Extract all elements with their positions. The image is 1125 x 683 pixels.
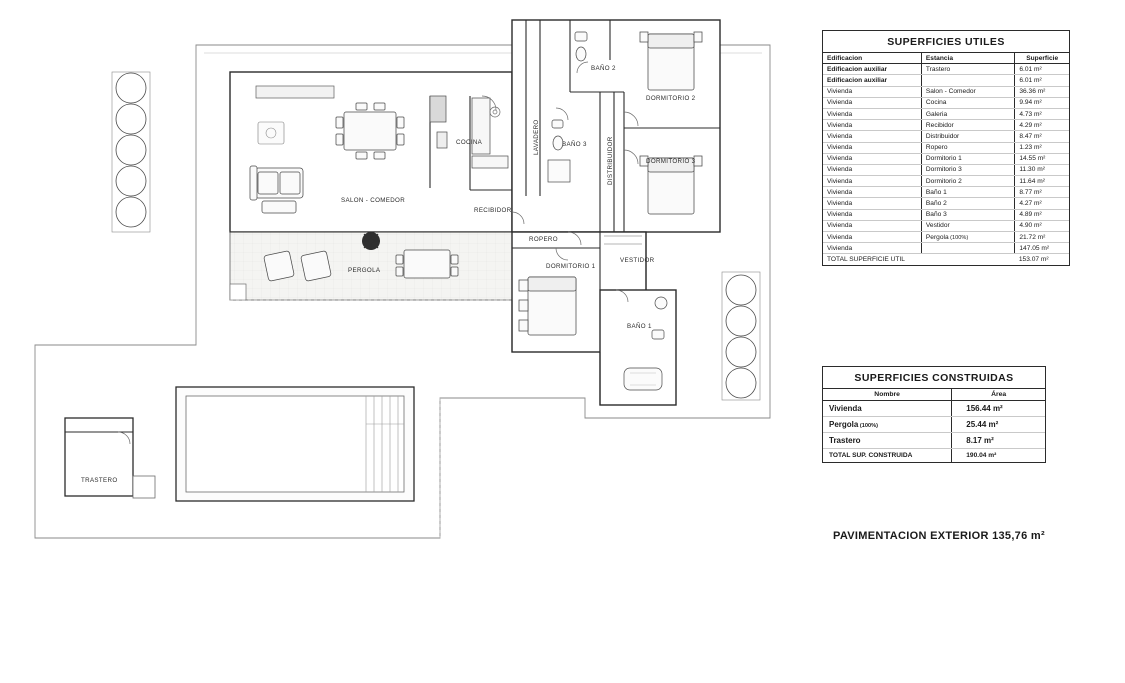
cell-estancia: Dormitorio 1 [921, 153, 1014, 164]
cell-edificacion: Edificacion auxiliar [823, 64, 921, 75]
cell-superficie: 4.90 m² [1015, 220, 1069, 231]
cell-superficie: 11.30 m² [1015, 164, 1069, 175]
cell-edificacion: Vivienda [823, 97, 921, 108]
utiles-total-label: TOTAL SUPERFICIE UTIL [827, 255, 905, 263]
room-label: SALON - COMEDOR [341, 197, 406, 204]
cell-superficie: 6.01 m² [1015, 64, 1069, 75]
construidas-title: SUPERFICIES CONSTRUIDAS [823, 367, 1045, 389]
room-label: BAÑO 3 [562, 141, 587, 148]
table-row [823, 64, 1069, 75]
pavimentacion-exterior-label: PAVIMENTACION EXTERIOR 135,76 m² [833, 530, 1045, 542]
cell-estancia: Ropero [921, 142, 1014, 153]
table-row [823, 153, 1069, 164]
table-row [823, 75, 1069, 86]
cell-superficie: 14.55 m² [1015, 153, 1069, 164]
table-row [823, 108, 1069, 119]
cell-edificacion: Vivienda [823, 108, 921, 119]
cell-area: 156.44 m² [952, 401, 1045, 417]
table-row [823, 176, 1069, 187]
table-row [823, 142, 1069, 153]
room-label: BAÑO 1 [627, 323, 652, 330]
cell-superficie: 6.01 m² [1015, 75, 1069, 86]
cell-estancia: Baño 2 [921, 198, 1014, 209]
room-label: COCINA [456, 139, 483, 146]
table-row [823, 209, 1069, 220]
cell-superficie: 4.89 m² [1015, 209, 1069, 220]
legend-panel [818, 0, 1118, 678]
construidas-total-label: TOTAL SUP. CONSTRUIDA [829, 452, 913, 459]
utiles-header-edificacion: Edificacion [823, 53, 921, 64]
cell-superficie: 8.77 m² [1015, 187, 1069, 198]
cell-edificacion: Vivienda [823, 232, 921, 243]
construidas-grid [823, 389, 1045, 462]
table-row [823, 97, 1069, 108]
cell-estancia: Dormitorio 3 [921, 164, 1014, 175]
utiles-header-row [823, 53, 1069, 64]
cell-estancia: Trastero [921, 64, 1014, 75]
utiles-header-estancia: Estancia [921, 53, 1014, 64]
room-label: DORMITORIO 2 [646, 95, 696, 102]
cell-superficie: 36.36 m² [1015, 86, 1069, 97]
table-row [823, 433, 1045, 449]
cell-edificacion: Vivienda [823, 131, 921, 142]
utiles-total-value: 153.07 m² [1018, 255, 1049, 263]
utiles-header-superficie: Superficie [1015, 53, 1069, 64]
utiles-total-row [823, 254, 1069, 265]
cell-superficie: 21.72 m² [1015, 232, 1069, 243]
construidas-header-area: Área [952, 389, 1045, 401]
room-label: LAVADERO [533, 119, 540, 155]
table-row [823, 120, 1069, 131]
cell-edificacion: Vivienda [823, 120, 921, 131]
cell-estancia: Vestidor [921, 220, 1014, 231]
table-row [823, 86, 1069, 97]
room-label: DORMITORIO 1 [546, 263, 596, 270]
room-label: RECIBIDOR [474, 207, 512, 214]
utiles-title: SUPERFICIES UTILES [823, 31, 1069, 53]
nombre-text: Pergola [829, 420, 859, 429]
cell-estancia: Baño 1 [921, 187, 1014, 198]
cell-estancia: Baño 3 [921, 209, 1014, 220]
cell-superficie: 4.27 m² [1015, 198, 1069, 209]
cell-superficie: 9.94 m² [1015, 97, 1069, 108]
cell-superficie: 147.05 m² [1015, 243, 1069, 254]
cell-superficie: 1.23 m² [1015, 142, 1069, 153]
cell-superficie: 11.64 m² [1015, 176, 1069, 187]
construidas-header-row [823, 389, 1045, 401]
cell-edificacion: Vivienda [823, 142, 921, 153]
cell-estancia [921, 243, 1014, 254]
table-row [823, 232, 1069, 243]
cell-nombre: Vivienda [823, 401, 952, 417]
table-row [823, 187, 1069, 198]
cell-edificacion: Edificacion auxiliar [823, 75, 921, 86]
construidas-total-value: 190.04 m² [952, 449, 1045, 463]
cell-estancia: Distribuidor [921, 131, 1014, 142]
cell-area: 25.44 m² [952, 417, 1045, 433]
cell-edificacion: Vivienda [823, 153, 921, 164]
estancia-percent: (100%) [948, 234, 969, 241]
cell-superficie: 8.47 m² [1015, 131, 1069, 142]
superficies-construidas-table [822, 366, 1046, 463]
cell-edificacion: Vivienda [823, 187, 921, 198]
construidas-header-nombre: Nombre [823, 389, 952, 401]
cell-superficie: 4.29 m² [1015, 120, 1069, 131]
table-row [823, 131, 1069, 142]
room-label: PERGOLA [348, 267, 381, 274]
room-label: DORMITORIO 3 [646, 158, 696, 165]
cell-nombre [823, 417, 952, 433]
table-row [823, 164, 1069, 175]
cell-edificacion: Vivienda [823, 243, 921, 254]
table-row [823, 198, 1069, 209]
cell-estancia: Cocina [921, 97, 1014, 108]
room-label: TRASTERO [81, 477, 118, 484]
room-label: VESTIDOR [620, 257, 655, 264]
estancia-name: Pergola [925, 233, 949, 241]
nombre-percent: (100%) [858, 423, 878, 429]
cell-edificacion: Vivienda [823, 164, 921, 175]
table-row [823, 220, 1069, 231]
cell-nombre: Trastero [823, 433, 952, 449]
cell-estancia [921, 232, 1014, 243]
room-label: BAÑO 2 [591, 65, 616, 72]
cell-edificacion: Vivienda [823, 209, 921, 220]
cell-edificacion: Vivienda [823, 198, 921, 209]
cell-estancia: Galeria [921, 108, 1014, 119]
cell-edificacion: Vivienda [823, 86, 921, 97]
room-label: ROPERO [529, 236, 558, 243]
cell-estancia: Salon - Comedor [921, 86, 1014, 97]
construidas-total-row [823, 449, 1045, 463]
cell-estancia: Recibidor [921, 120, 1014, 131]
table-row [823, 417, 1045, 433]
utiles-grid [823, 53, 1069, 265]
cell-estancia: Dormitorio 2 [921, 176, 1014, 187]
cell-edificacion: Vivienda [823, 176, 921, 187]
cell-superficie: 4.73 m² [1015, 108, 1069, 119]
room-label: DISTRIBUIDOR [607, 136, 614, 185]
superficies-utiles-table [822, 30, 1070, 266]
table-row [823, 243, 1069, 254]
cell-area: 8.17 m² [952, 433, 1045, 449]
cell-edificacion: Vivienda [823, 220, 921, 231]
cell-estancia [921, 75, 1014, 86]
table-row [823, 401, 1045, 417]
